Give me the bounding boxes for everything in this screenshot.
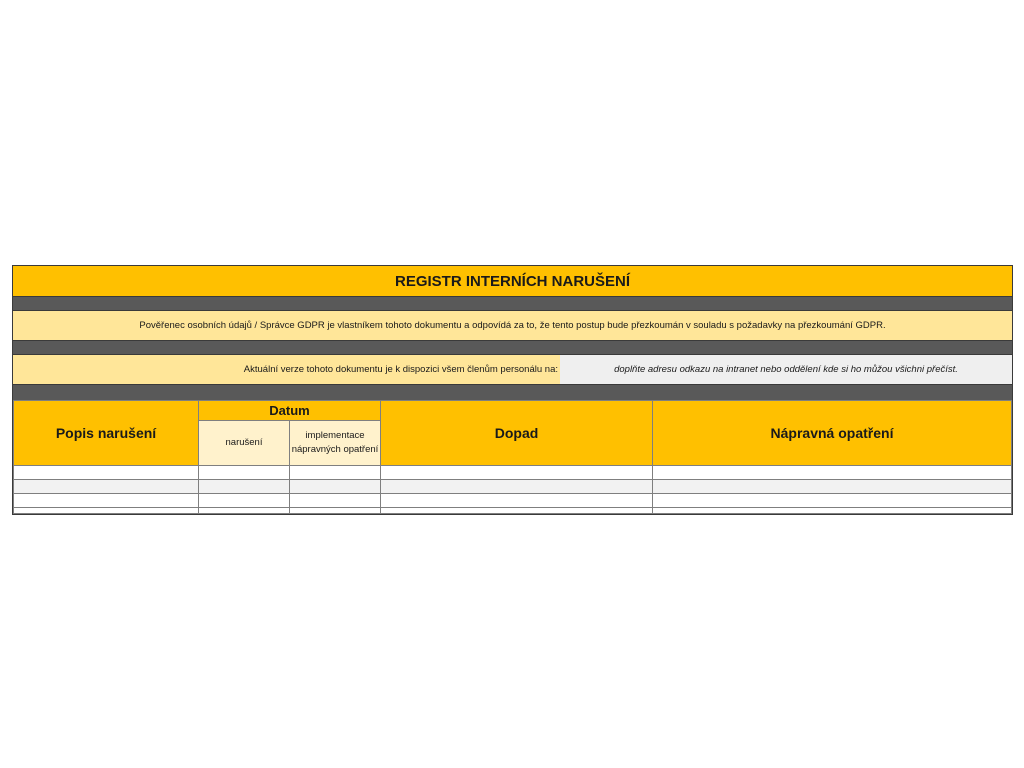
- cell-date-breach[interactable]: [199, 480, 290, 494]
- header-remedial: Nápravná opatření: [653, 401, 1012, 466]
- cell-description[interactable]: [14, 494, 199, 508]
- separator-bar: [13, 385, 1012, 400]
- cell-date-breach[interactable]: [199, 466, 290, 480]
- owner-statement: Pověřenec osobních údajů / Správce GDPR je vlastníkem tohoto dokumentu a odpovídá za to, že tento postup bude přezkoumán v souladu s požadavky na přezkoumání GDPR.: [13, 310, 1012, 341]
- cell-impact[interactable]: [381, 480, 653, 494]
- cell-remedial[interactable]: [653, 508, 1012, 514]
- header-date-breach: narušení: [199, 421, 290, 466]
- cell-description[interactable]: [14, 466, 199, 480]
- breach-table: [13, 400, 1012, 514]
- version-location-cell[interactable]: doplňte adresu odkazu na intranet nebo oddělení kde si ho můžou všichni přečíst.: [560, 355, 1012, 384]
- cell-impact[interactable]: [381, 494, 653, 508]
- table-row: [14, 508, 1012, 514]
- cell-date-implementation[interactable]: [290, 480, 381, 494]
- cell-impact[interactable]: [381, 508, 653, 514]
- separator-bar: [13, 297, 1012, 310]
- header-description: Popis narušení: [14, 401, 199, 466]
- cell-date-implementation[interactable]: [290, 508, 381, 514]
- cell-remedial[interactable]: [653, 480, 1012, 494]
- version-label: Aktuální verze tohoto dokumentu je k dispozici všem členům personálu na:: [13, 355, 560, 384]
- cell-date-breach[interactable]: [199, 508, 290, 514]
- cell-date-breach[interactable]: [199, 494, 290, 508]
- cell-impact[interactable]: [381, 466, 653, 480]
- header-date-implementation: implementace nápravných opatření: [290, 421, 381, 466]
- header-date-group: Datum: [199, 401, 381, 421]
- cell-remedial[interactable]: [653, 494, 1012, 508]
- table-row: [14, 494, 1012, 508]
- version-info-row: [13, 354, 1012, 385]
- cell-remedial[interactable]: [653, 466, 1012, 480]
- table-row: [14, 480, 1012, 494]
- header-impact: Dopad: [381, 401, 653, 466]
- table-row: [14, 466, 1012, 480]
- cell-description[interactable]: [14, 508, 199, 514]
- register-title: REGISTR INTERNÍCH NARUŠENÍ: [13, 266, 1012, 297]
- cell-description[interactable]: [14, 480, 199, 494]
- separator-bar: [13, 341, 1012, 354]
- cell-date-implementation[interactable]: [290, 494, 381, 508]
- breach-register-sheet: [12, 265, 1013, 515]
- cell-date-implementation[interactable]: [290, 466, 381, 480]
